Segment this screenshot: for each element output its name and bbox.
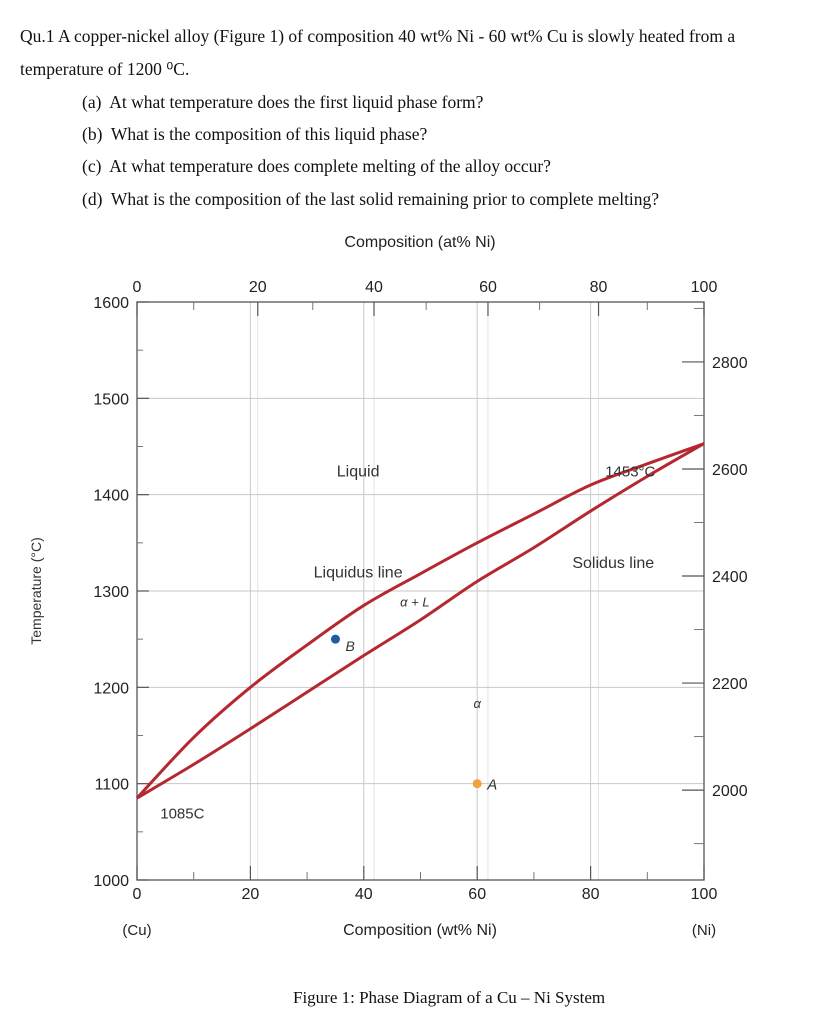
x-tick-label: 0 xyxy=(132,886,142,903)
x-tick-label: 100 xyxy=(690,886,718,903)
top-tick-label: 80 xyxy=(589,279,608,296)
part-text: At what temperature does complete melting of the alloy occur? xyxy=(109,156,551,176)
y-tick-label: 1300 xyxy=(93,584,129,601)
question-text-1: A copper-nickel alloy (Figure 1) of composition 40 wt% Ni - 60 wt% Cu is slowly heated from a xyxy=(57,26,736,46)
question-label: Qu.1 xyxy=(20,26,55,46)
annotation-liquidus-line: Liquidus line xyxy=(313,564,403,582)
point-b-marker xyxy=(331,635,340,644)
y-axis-label: Temperature (°C) xyxy=(28,537,44,645)
x-tick-label: 40 xyxy=(354,886,373,903)
y-tick-label: 1200 xyxy=(93,680,129,698)
annotation-1085c: 1085C xyxy=(160,805,205,823)
x-end-label-left: (Cu) xyxy=(122,922,152,939)
y-tick-label: 1400 xyxy=(93,487,129,505)
question-line-2: temperature of 1200 ⁰C. xyxy=(20,59,190,79)
part-text: What is the composition of the last solid remaining prior to complete melting? xyxy=(110,189,660,209)
y2-tick-label: 2600 xyxy=(712,461,748,479)
part-label: (a) xyxy=(82,92,102,112)
part-text: What is the composition of this liquid phase? xyxy=(110,124,428,144)
annotation-1453c: 1453°C xyxy=(605,463,656,481)
annotation-alpha-plus-l: α + L xyxy=(400,594,430,610)
y2-tick-label: 2000 xyxy=(712,783,748,801)
grid-layer xyxy=(137,302,704,880)
point-a-marker xyxy=(473,779,482,788)
annotation-alpha: α xyxy=(473,695,481,711)
label-layer xyxy=(28,234,748,939)
chart-title: Composition (at% Ni) xyxy=(344,234,496,251)
point-a-label: A xyxy=(487,776,498,794)
x-end-label-right: (Ni) xyxy=(691,922,717,939)
top-tick-label: 40 xyxy=(365,279,383,296)
part-text: At what temperature does the first liquid phase form? xyxy=(109,92,484,112)
y2-tick-label: 2400 xyxy=(712,569,748,587)
y-tick-label: 1600 xyxy=(93,295,129,312)
x-tick-label: 60 xyxy=(468,886,487,903)
x-tick-label: 80 xyxy=(581,886,600,903)
curve-layer xyxy=(137,444,704,799)
x-axis-label: Composition (wt% Ni) xyxy=(343,922,497,939)
figure-caption: Figure 1: Phase Diagram of a Cu – Ni System xyxy=(293,988,606,1007)
part-label: (b) xyxy=(82,124,103,144)
y2-tick-label: 2200 xyxy=(712,676,748,694)
y-tick-label: 1000 xyxy=(93,873,129,890)
annotation-liquid: Liquid xyxy=(336,463,380,481)
solidus-curve xyxy=(137,444,704,799)
y-tick-label: 1100 xyxy=(94,776,129,794)
annotation-solidus-line: Solidus line xyxy=(572,555,655,573)
top-tick-label: 0 xyxy=(132,279,142,296)
x-tick-label: 20 xyxy=(241,886,260,903)
part-label: (d) xyxy=(82,189,103,209)
top-tick-label: 60 xyxy=(479,279,497,296)
top-tick-label: 100 xyxy=(690,279,718,296)
part-label: (c) xyxy=(82,156,102,176)
point-b-label: B xyxy=(345,638,355,655)
top-tick-label: 20 xyxy=(248,279,267,296)
y2-tick-label: 2800 xyxy=(712,354,748,372)
y-tick-label: 1500 xyxy=(93,391,129,409)
